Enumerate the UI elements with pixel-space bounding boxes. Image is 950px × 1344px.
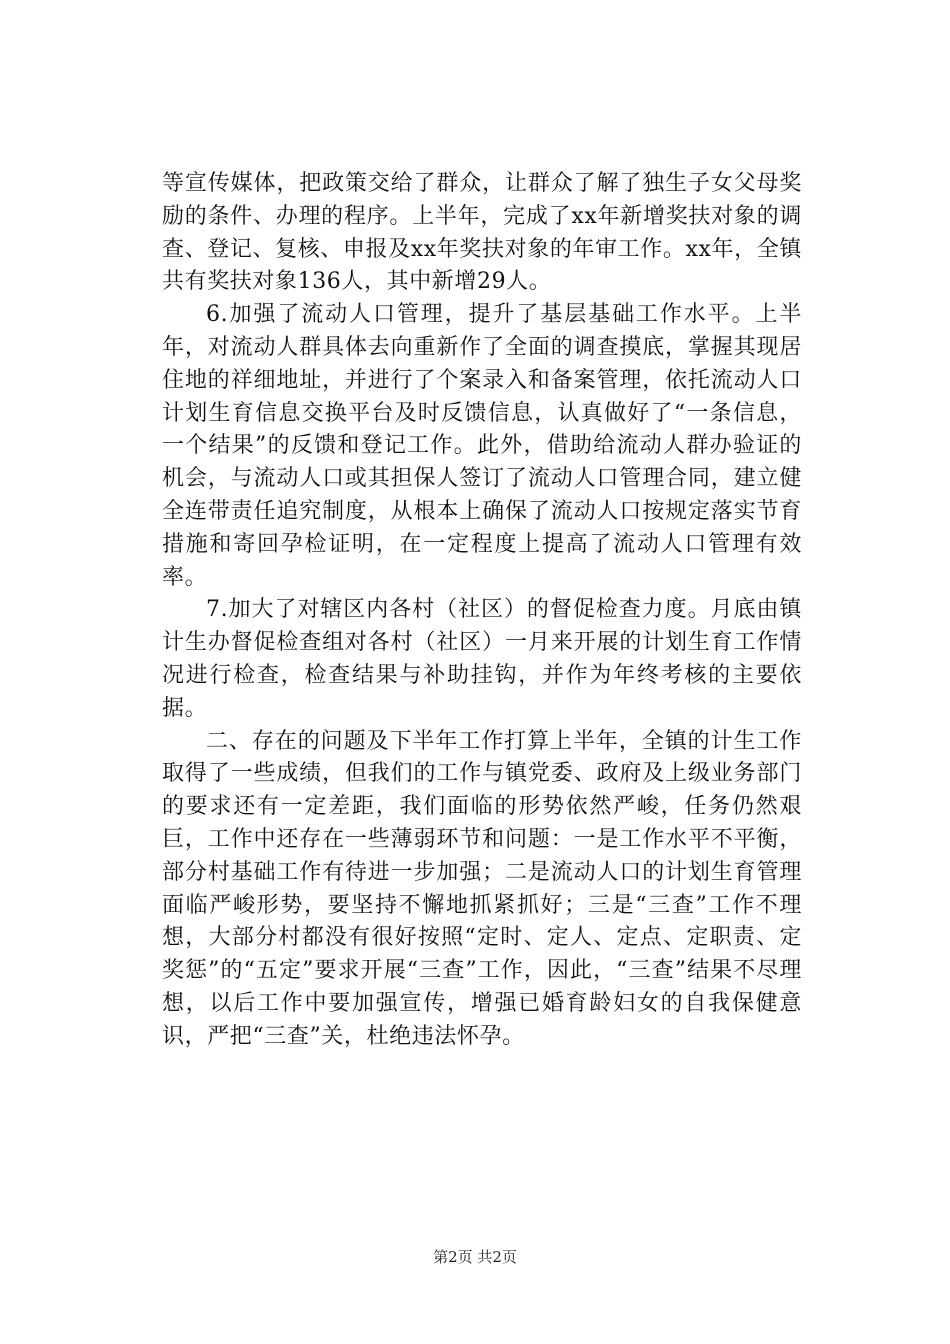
paragraph-item-7: 7.加大了对辖区内各村（社区）的督促检查力度。月底由镇计生办督促检查组对各村（社区）一月来开展的计划生育工作情况进行检查，检查结果与补助挂钩，并作为年终考核的主要依据。	[162, 597, 802, 721]
document-body	[162, 168, 802, 1054]
paragraph-continuation: 等宣传媒体，把政策交给了群众，让群众了解了独生子女父母奖励的条件、办理的程序。上半年，完成了xx年新增奖扶对象的调查、登记、复核、申报及xx年奖扶对象的年审工作。xx年，全镇共有奖扶对象136人，其中新增29人。	[162, 171, 802, 295]
paragraph-item-6: 6.加强了流动人口管理，提升了基层基础工作水平。上半年，对流动人群具体去向重新作了全面的调查摸底，掌握其现居住地的祥细地址，并进行了个案录入和备案管理，依托流动人口计划生育信息交换平台及时反馈信息，认真做好了“一条信息，一个结果”的反馈和登记工作。此外，借助给流动人群办验证的机会，与流动人口或其担保人签订了流动人口管理合同，建立健全连带责任追究制度，从根本上确保了流动人口按规定落实节育措施和寄回孕检证明，在一定程度上提高了流动人口管理有效率。	[162, 302, 802, 590]
page-footer: 第2页 共2页	[433, 1248, 517, 1266]
paragraph-section-2: 二、存在的问题及下半年工作打算上半年，全镇的计生工作取得了一些成绩，但我们的工作与镇党委、政府及上级业务部门的要求还有一定差距，我们面临的形势依然严峻，任务仍然艰巨，工作中还存在一些薄弱环节和问题：一是工作水平不平衡，部分村基础工作有待进一步加强；二是流动人口的计划生育管理面临严峻形势，要坚持不懈地抓紧抓好；三是“三查”工作不理想，大部分村都没有很好按照“定时、定人、定点、定职责、定奖惩”的“五定”要求开展“三查”工作，因此，“三查”结果不尽理想，以后工作中要加强宣传，增强已婚育龄妇女的自我保健意识，严把“三查”关，杜绝违法怀孕。	[162, 728, 802, 1049]
